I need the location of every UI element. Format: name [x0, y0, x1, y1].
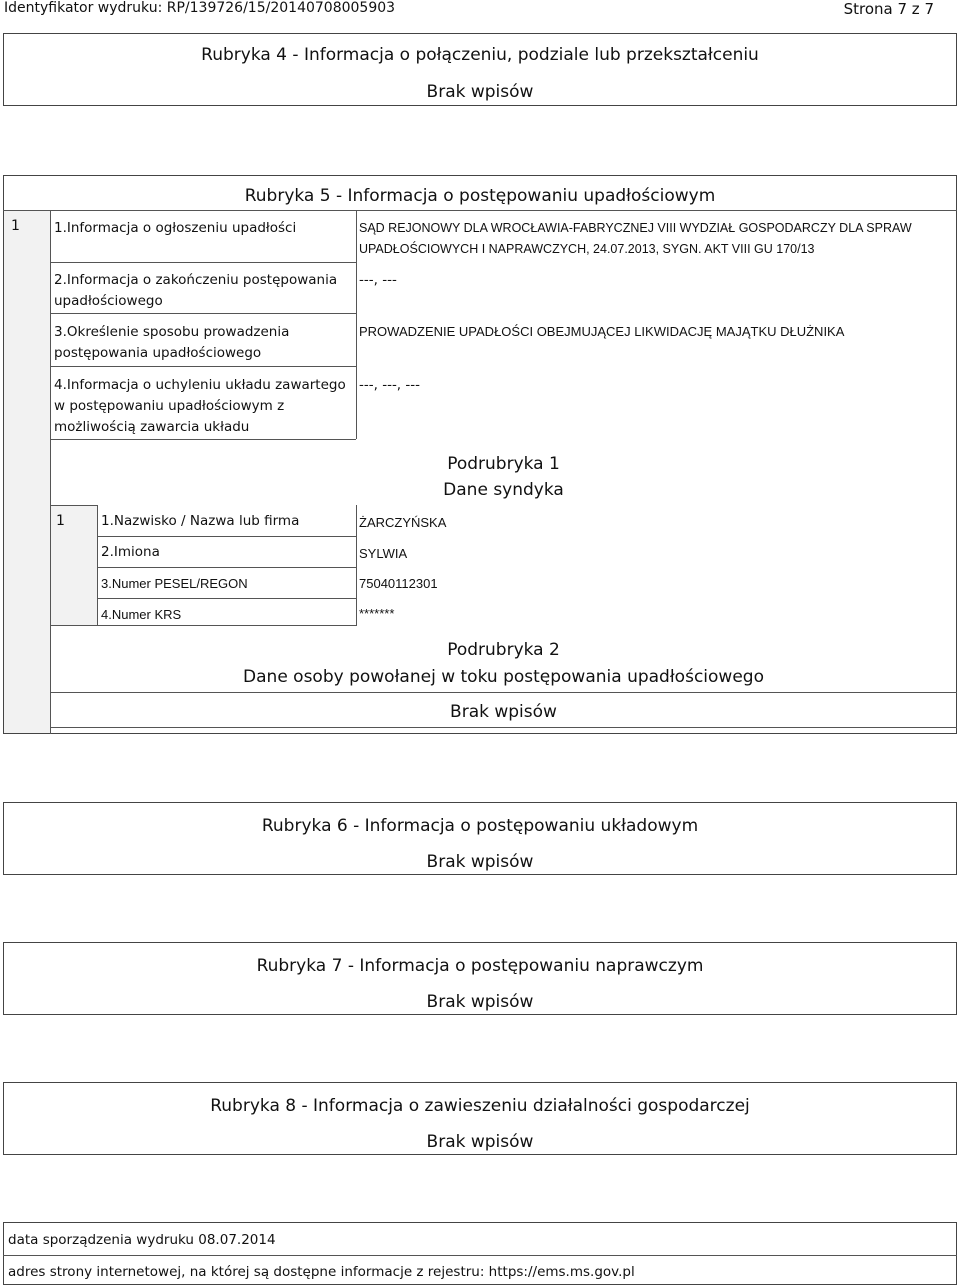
sub1-label-divider: [356, 505, 357, 625]
field-pesel-value: 75040112301: [359, 576, 438, 591]
section-5-title: Rubryka 5 - Informacja o postępowaniu upadłościowym: [244, 186, 716, 206]
sub1-number-divider: [97, 505, 98, 625]
field-krs-label: 4.Numer KRS: [101, 607, 182, 622]
field-first-name-value: SYLWIA: [359, 546, 408, 561]
section-6-title: Rubryka 6 - Informacja o postępowaniu układowym: [261, 816, 699, 836]
row-1-value: SĄD REJONOWY DLA WROCŁAWIA-FABRYCZNEJ VIII WYDZIAŁ GOSPODARCZY DLA SPRAW UPADŁOŚCIOWYCH I NAPRAWCZYCH, 24.07.2013, SYGN. AKT VIII GU 170/13: [359, 221, 912, 256]
field-first-name-label: 2.Imiona: [101, 544, 160, 560]
sub1-title: Podrubryka 1: [447, 454, 560, 474]
section-5-row-number: 1: [11, 218, 20, 234]
sub2-header-divider: [50, 692, 957, 693]
row-label-divider: [356, 210, 357, 439]
sub2-title: Podrubryka 2: [447, 640, 560, 660]
sub1-row-number: 1: [56, 513, 65, 529]
page-number: Strona 7 z 7: [843, 0, 934, 18]
footer-print-date: data sporządzenia wydruku 08.07.2014: [8, 1232, 276, 1248]
row-3-label: 3.Określenie sposobu prowadzenia postępowania upadłościowego: [54, 324, 290, 361]
field-name-value: ŻARCZYŃSKA: [359, 515, 447, 530]
row-3-value: PROWADZENIE UPADŁOŚCI OBEJMUJĄCEJ LIKWIDACJĘ MAJĄTKU DŁUŻNIKA: [359, 324, 845, 339]
print-identifier: Identyfikator wydruku: RP/139726/15/20140708005903: [4, 0, 396, 16]
section-8-empty: Brak wpisów: [426, 1132, 534, 1152]
row-1-label: 1.Informacja o ogłoszeniu upadłości: [54, 220, 297, 236]
section-5-title-divider: [3, 210, 957, 211]
sub1-subtitle: Dane syndyka: [443, 480, 564, 500]
sub1-bottom-divider: [50, 625, 357, 626]
sub1-header-divider: [50, 505, 98, 506]
field-1-divider: [97, 536, 356, 537]
row-4-divider: [50, 439, 356, 440]
field-3-divider: [97, 598, 356, 599]
row-3-divider: [50, 366, 356, 367]
section-4-title: Rubryka 4 - Informacja o połączeniu, podziale lub przekształceniu: [201, 45, 759, 65]
section-8-title: Rubryka 8 - Informacja o zawieszeniu działalności gospodarczej: [210, 1096, 750, 1116]
field-krs-value: *******: [359, 606, 395, 621]
section-7-title: Rubryka 7 - Informacja o postępowaniu naprawczym: [256, 956, 704, 976]
row-4-value: ---, ---, ---: [359, 377, 421, 393]
row-4-label: 4.Informacja o uchyleniu układu zawartego w postępowaniu upadłościowym z możliwością zawarcia układu: [54, 377, 346, 435]
row-2-label: 2.Informacja o zakończeniu postępowania upadłościowego: [54, 272, 338, 309]
row-2-divider: [50, 313, 356, 314]
footer-divider: [3, 1255, 957, 1256]
section-5-left-shade: [4, 210, 50, 733]
field-name-label: 1.Nazwisko / Nazwa lub firma: [101, 513, 300, 529]
sub2-empty: Brak wpisów: [450, 702, 557, 722]
section-6-empty: Brak wpisów: [426, 852, 534, 872]
sub2-subtitle: Dane osoby powołanej w toku postępowania upadłościowego: [243, 667, 764, 687]
row-2-value: ---, ---: [359, 272, 397, 288]
row-1-divider: [50, 262, 356, 263]
field-pesel-label: 3.Numer PESEL/REGON: [101, 576, 248, 591]
section-4-empty: Brak wpisów: [426, 82, 534, 102]
footer-registry-address: adres strony internetowej, na której są dostępne informacje z rejestru: https://ems.ms.gov.pl: [8, 1264, 635, 1280]
field-2-divider: [97, 567, 356, 568]
sub2-bottom-divider: [50, 727, 957, 728]
section-7-empty: Brak wpisów: [426, 992, 534, 1012]
